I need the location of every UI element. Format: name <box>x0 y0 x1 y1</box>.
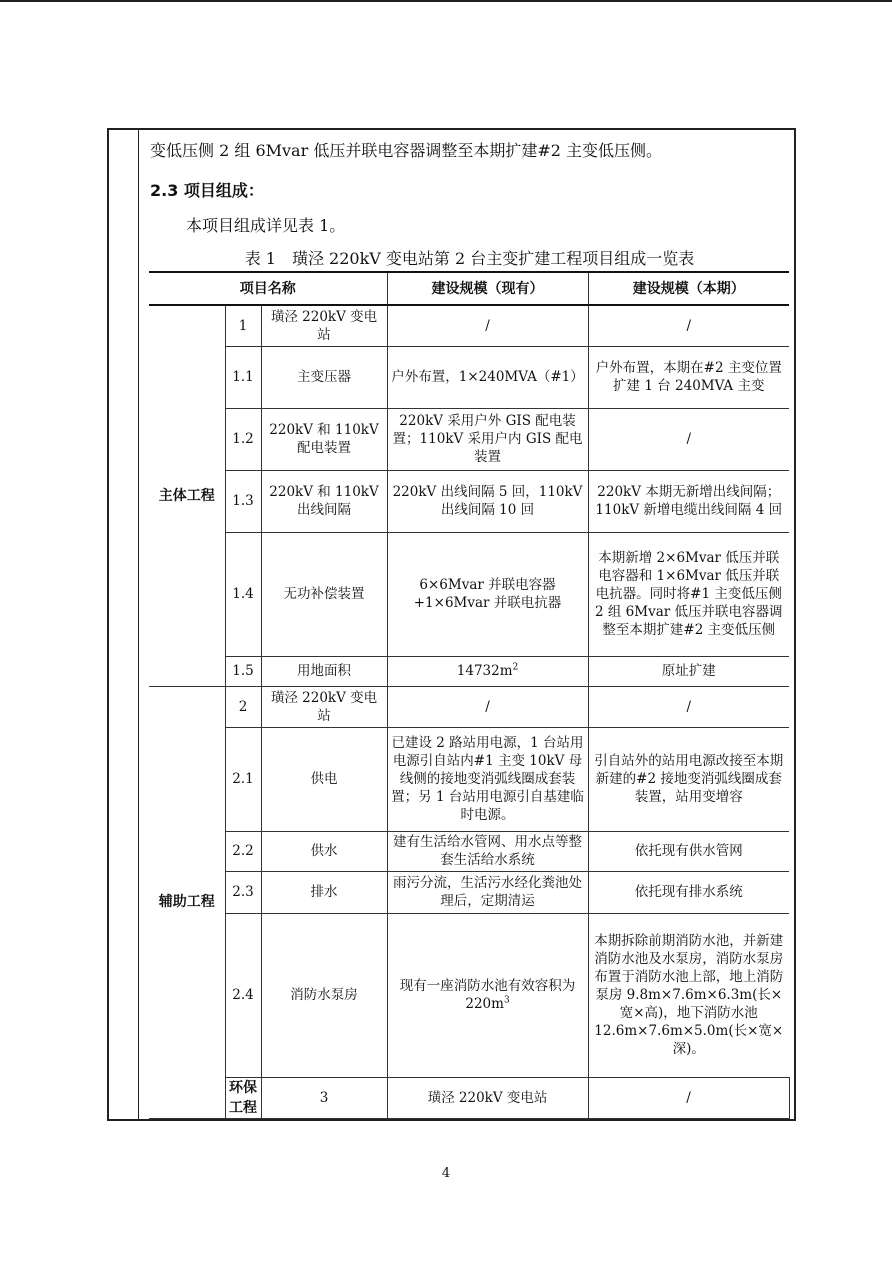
row-existing-cell <box>387 913 588 1077</box>
row-name: 供电 <box>261 727 387 831</box>
row-number: 2.1 <box>225 727 261 831</box>
row-name: 用地面积 <box>261 656 387 686</box>
row-current: 本期拆除前期消防水池，并新建消防水池及水泵房，消防水泵房布置于消防水池上部，地上消防泵房 9.8m×7.6m×6.3m(长×宽×高)，地下消防水池 12.6m×7.6m×5.0m(长×宽×深)。 <box>588 913 789 1077</box>
table-row <box>149 656 789 686</box>
row-number: 1.4 <box>225 532 261 656</box>
frame-left-column-rule <box>138 129 139 1120</box>
row-number: 1.3 <box>225 470 261 532</box>
table-row <box>149 1077 789 1118</box>
row-number: 3 <box>261 1077 387 1118</box>
row-existing-value: 现有一座消防水池有效容积为 220m <box>399 978 576 1012</box>
row-name: 璜泾 220kV 变电站 <box>261 305 387 346</box>
table-row <box>149 470 789 532</box>
row-existing: / <box>387 686 588 727</box>
superscript-unit: 3 <box>503 995 510 1006</box>
row-existing: 6×6Mvar 并联电容器+1×6Mvar 并联电抗器 <box>387 532 588 656</box>
row-current: 220kV 本期无新增出线间隔；110kV 新增电缆出线间隔 4 回 <box>588 470 789 532</box>
row-number: 1 <box>225 305 261 346</box>
row-name: 无功补偿装置 <box>261 532 387 656</box>
row-current: / <box>588 686 789 727</box>
row-existing-cell <box>387 656 588 686</box>
row-name: 璜泾 220kV 变电站 <box>387 1077 588 1118</box>
table-row <box>149 913 789 1077</box>
page-number: 4 <box>441 1166 451 1181</box>
row-name: 主变压器 <box>261 346 387 408</box>
table-row <box>149 686 789 727</box>
row-number: 1.5 <box>225 656 261 686</box>
row-existing: 220kV 出线间隔 5 回，110kV 出线间隔 10 回 <box>387 470 588 532</box>
row-name: 消防水泵房 <box>261 913 387 1077</box>
project-composition-table <box>149 271 789 1119</box>
table-header-row <box>149 272 789 305</box>
row-existing: 户外布置，1×240MVA（#1） <box>387 346 588 408</box>
superscript-unit: 2 <box>512 662 519 673</box>
header-current-scale: 建设规模（本期） <box>588 272 789 305</box>
row-number: 1.2 <box>225 408 261 470</box>
row-existing: / <box>588 1077 789 1118</box>
category-env: 环保工程 <box>225 1077 261 1118</box>
row-name: 璜泾 220kV 变电站 <box>261 686 387 727</box>
table-row <box>149 871 789 913</box>
row-number: 2.3 <box>225 871 261 913</box>
row-existing: 建有生活给水管网、用水点等整套生活给水系统 <box>387 831 588 871</box>
row-name: 排水 <box>261 871 387 913</box>
row-current: 依托现有排水系统 <box>588 871 789 913</box>
table-row <box>149 727 789 831</box>
row-number: 1.1 <box>225 346 261 408</box>
row-current: 本期新增 2×6Mvar 低压并联电容器和 1×6Mvar 低压并联电抗器。同时将#1 主变低压侧 2 组 6Mvar 低压并联电容器调整至本期扩建#2 主变低压侧 <box>588 532 789 656</box>
table-row <box>149 831 789 871</box>
row-number: 2.4 <box>225 913 261 1077</box>
row-current: / <box>588 408 789 470</box>
row-name: 供水 <box>261 831 387 871</box>
table-caption: 表 1 璜泾 220kV 变电站第 2 台主变扩建工程项目组成一览表 <box>244 249 695 268</box>
intro-line: 变低压侧 2 组 6Mvar 低压并联电容器调整至本期扩建#2 主变低压侧。 <box>150 141 662 160</box>
row-existing: 雨污分流，生活污水经化粪池处理后，定期清运 <box>387 871 588 913</box>
table-row <box>149 532 789 656</box>
row-name: 220kV 和 110kV 出线间隔 <box>261 470 387 532</box>
row-existing-value: 14732m <box>456 663 513 679</box>
page-top-rule <box>0 0 892 2</box>
table-row <box>149 408 789 470</box>
table-row <box>149 305 789 346</box>
row-existing: 已建设 2 路站用电源，1 台站用电源引自站内#1 主变 10kV 母线侧的接地变消弧线圈成套装置；另 1 台站用电源引自基建临时电源。 <box>387 727 588 831</box>
category-main: 主体工程 <box>149 305 225 686</box>
row-current: 引自站外的站用电源改接至本期新建的#2 接地变消弧线圈成套装置，站用变增容 <box>588 727 789 831</box>
table-row <box>149 346 789 408</box>
category-aux: 辅助工程 <box>149 686 225 1118</box>
row-current: 户外布置，本期在#2 主变位置扩建 1 台 240MVA 主变 <box>588 346 789 408</box>
row-existing: 220kV 采用户外 GIS 配电装置；110kV 采用户内 GIS 配电装置 <box>387 408 588 470</box>
row-number: 2 <box>225 686 261 727</box>
row-current: 原址扩建 <box>588 656 789 686</box>
header-existing-scale: 建设规模（现有） <box>387 272 588 305</box>
header-project-name: 项目名称 <box>149 272 387 305</box>
section-intro: 本项目组成详见表 1。 <box>186 216 346 235</box>
section-heading: 2.3 项目组成： <box>150 181 264 200</box>
row-current: 依托现有供水管网 <box>588 831 789 871</box>
row-number: 2.2 <box>225 831 261 871</box>
row-current: / <box>588 305 789 346</box>
row-existing: / <box>387 305 588 346</box>
row-name: 220kV 和 110kV 配电装置 <box>261 408 387 470</box>
